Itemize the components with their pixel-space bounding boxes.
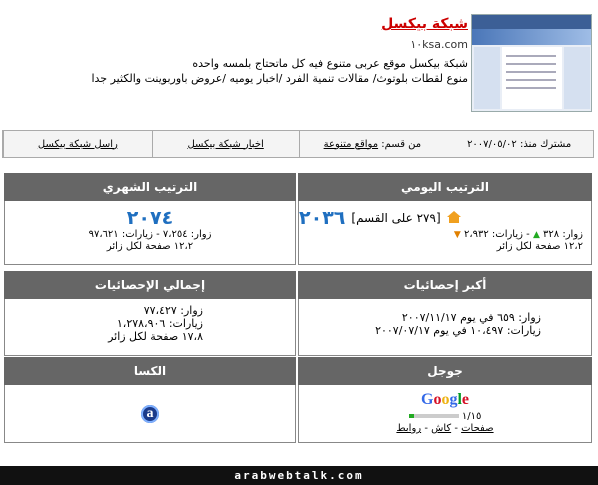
- daily-visits: زيارات: ٢،٩٣٢: [464, 229, 523, 240]
- down-arrow-icon: ▼: [453, 230, 461, 240]
- total-pages: ١٧،٨ صفحة لكل زائر: [108, 330, 203, 343]
- total-visits: زيارات: ١،٢٧٨،٩٠٦: [116, 317, 203, 330]
- panel-heading: الترتيب اليومي: [298, 173, 592, 201]
- thumb-line: [506, 63, 556, 65]
- google-panel: [298, 357, 592, 443]
- site-title-link[interactable]: شبكة بيكسل: [381, 16, 468, 32]
- max-stats-panel: [298, 271, 592, 356]
- description-line: شبكة بيكسل موقع عربى متنوع فيه كل ماتحتاج بلمسه واحده: [192, 57, 468, 70]
- google-backlinks-link[interactable]: روابط: [396, 423, 422, 434]
- google-logo-text: [421, 391, 469, 408]
- panel-heading: إجمالي الإحصائيات: [4, 271, 296, 299]
- pagerank-line: [299, 411, 591, 423]
- google-logo: [299, 391, 591, 409]
- max-visits: زيارات: ١٠،٤٩٧ في يوم ٢٠٠٧/٠٧/١٧: [375, 324, 541, 337]
- separator: -: [454, 423, 458, 434]
- site-url: ١٠ksa.com: [410, 38, 468, 51]
- thumb-sidebar-right: [564, 47, 590, 109]
- pagerank-value: ١/١٥: [461, 411, 482, 422]
- news-link[interactable]: اخبار شبكة بيكسل: [187, 138, 264, 150]
- category-rank: [٢٧٩ على القسم]: [351, 211, 441, 225]
- thumb-banner: [472, 29, 591, 45]
- google-logo-letter: e: [461, 391, 469, 408]
- thumb-line: [506, 71, 556, 73]
- site-thumbnail[interactable]: [471, 14, 592, 112]
- monthly-rank-value: ٢٠٧٤: [126, 207, 174, 229]
- monthly-visitors: زوار: ٧،٢٥٤: [162, 229, 212, 240]
- alexa-icon[interactable]: a: [141, 405, 159, 423]
- total-visitors: زوار: ٧٧،٤٢٧: [143, 304, 203, 317]
- alexa-body: [4, 385, 296, 443]
- daily-visitors: زوار: ٣٢٨: [543, 229, 583, 240]
- panel-heading: الكسا: [4, 357, 296, 385]
- alexa-panel: [4, 357, 296, 443]
- category-link[interactable]: مواقع متنوعة: [323, 138, 379, 150]
- panel-heading: جوجل: [298, 357, 592, 385]
- google-logo-letter: G: [420, 391, 434, 408]
- pagerank-bar: [409, 414, 459, 418]
- max-visitors: زوار: ٦٥٩ في يوم ٢٠٠٧/١١/١٧: [401, 311, 541, 324]
- category-prefix: من قسم:: [381, 138, 422, 150]
- separator: -: [424, 423, 428, 434]
- google-links: [299, 423, 591, 435]
- total-stats-body: [4, 299, 296, 356]
- description-line: منوع لقطات بلوتوث/ مقالات تنمية الفرد /اخبار يوميه /عروض باوربوينت والكثير جدا: [91, 72, 468, 85]
- total-stats-panel: [4, 271, 296, 356]
- contact-link[interactable]: راسل شبكة بيكسل: [37, 138, 118, 150]
- daily-visits-line: زوار: ٣٢٨ ▲ - زيارات: ٢،٩٣٢ ▼: [453, 229, 583, 240]
- daily-rank-value: ٢٠٣٦: [299, 207, 346, 229]
- home-icon: [447, 211, 461, 217]
- daily-pages: ١٢،٢ صفحة لكل زائر: [496, 241, 583, 252]
- monthly-pages: ١٢،٢ صفحة لكل زائر: [106, 241, 194, 252]
- category-cell: [299, 131, 446, 157]
- thumb-sidebar-left: [474, 47, 500, 109]
- google-logo-letter: o: [441, 391, 450, 408]
- news-cell: [152, 131, 299, 157]
- daily-rank-panel: [298, 173, 592, 265]
- site-description: [88, 56, 468, 86]
- daily-rank-body: [298, 201, 592, 265]
- google-pages-link[interactable]: صفحات: [461, 423, 494, 434]
- google-cache-link[interactable]: كاش: [431, 423, 452, 434]
- up-arrow-icon: ▲: [532, 230, 540, 240]
- thumb-line: [506, 79, 556, 81]
- member-since: مشترك منذ: ٢٠٠٧/٠٥/٠٢: [467, 138, 572, 150]
- google-logo-letter: g: [449, 391, 458, 408]
- google-logo-letter: o: [433, 391, 442, 408]
- max-stats-body: [298, 299, 592, 356]
- monthly-rank-panel: [4, 173, 296, 265]
- thumb-line: [506, 55, 556, 57]
- panel-heading: الترتيب الشهري: [4, 173, 296, 201]
- monthly-visits: زيارات: ٩٧،٦٢١: [88, 229, 153, 240]
- pagerank-fill: [409, 414, 414, 418]
- footer-brand: arabwebtalk.com: [0, 466, 598, 485]
- thumb-topbar: [472, 15, 591, 29]
- contact-cell: [3, 131, 152, 157]
- thumb-line: [506, 87, 556, 89]
- google-body: [298, 385, 592, 443]
- panel-heading: أكبر إحصائيات: [298, 271, 592, 299]
- google-logo-letter: l: [457, 391, 462, 408]
- monthly-visits-line: زوار: ٧،٢٥٤ - زيارات: ٩٧،٦٢١: [88, 229, 212, 240]
- info-bar: [2, 130, 594, 158]
- monthly-rank-body: [4, 201, 296, 265]
